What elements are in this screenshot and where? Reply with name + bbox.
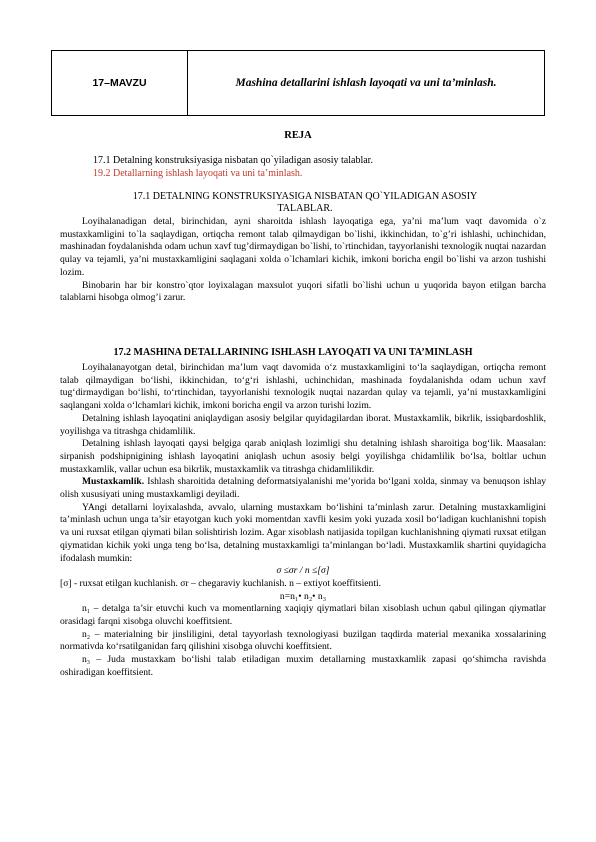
- topic-number: 17–MAVZU: [52, 51, 188, 116]
- strength-text: Ishlash sharoitida detalning deformatsiyalanishi me’yorida bo‘lgani xolda, sinmay va benuqson ishlay olish xususiyati uning mustaxkamligi deyiladi.: [60, 476, 546, 501]
- section2-paragraph: Detalning ishlash layoqati qaysi belgiga qarab aniqlash lozimligi shu detalning ishlash sharoitiga bog‘lik. Maasalan: sirpanish podshipnigining ishlash layoqatini aniqlash uchun asosiy belgi yoyilishga chidamlilik bo‘lsa, boltlar uchun mustaxkamlik, vallar uchun esa bikrlik, mustaxkamlik va titrashga chidamlilikdir.: [60, 438, 546, 475]
- section1-title: [60, 191, 550, 215]
- coefficient-n3: n₃ – Juda mustaxkam bo‘lishi talab etiladigan muxim detallarning mustaxkamlik zapasi qo‘shimcha ravishda oshiradigan koeffitsient.: [60, 654, 546, 678]
- section2-title: 17.2 MASHINA DETALLARINING ISHLASH LAYOQATI VA UNI TA’MINLASH: [113, 347, 473, 358]
- plan-item-2[interactable]: 19.2 Detallarning ishlash layoqati va uni ta’minlash.: [93, 168, 303, 179]
- plan-heading: REJA: [284, 130, 312, 141]
- section2-paragraph: Loyihalanayotgan detal, birinchidan ma’lum vaqt davomida o‘z mustaxkamligini to‘la saqlaydigan, ortiqcha remont talab qilmaydigan bo‘lishi, ikkinchidan, to‘g‘ri ishlashi, uchinchidan, mashinada foydalanishda odam uchun xavf tug‘dirmaydigan bo‘lishi, to‘rtinchidan, tayyorlanishi texnologik nuqtai nazardan qulay va tejamli, ya’ni mustaxkamligini saqlangani xolda o‘lchamlari kichik, imkoni boricha engil va arzon turishi lozim.: [60, 362, 546, 412]
- section1-title-line1: 17.1 DETALNING KONSTRUKSIYASIGA NISBATAN QO`YILADIGAN ASOSIY: [132, 191, 478, 202]
- plan-item-1[interactable]: 17.1 Detalning konstruksiyasiga nisbatan qo`yiladigan asosiy talablar.: [93, 155, 373, 166]
- formula-legend: [σ] - ruxsat etilgan kuchlanish. σr – chegaraviy kuchlanish. n – extiyot koeffitsienti.: [60, 577, 382, 589]
- design-paragraph: YAngi detallarni loyixalashda, avvalo, ularning mustaxkam bo‘lishini ta’minlash zarur. Detalning mustaxkamligini ta’minlash uchun unga ta’sir etayotgan kuch yoki momentdan xavfli kesim yoki yuzada xosil bo‘ladigan kuchlanishni topish va uni ruxsat etilgan qiymati bilan solishtirish lozim. Agar xisoblash natijasida topilgan kuchlanishning qiymati ruxsat etilgan qiymatidan kichik yoki unga teng bo‘lsa, detalning mustaxkamligi ta’minlangan bo‘ladi. Mustaxkamlik shartini quyidagicha ifodalash mumkin:: [60, 501, 546, 564]
- section1-paragraph: Binobarin har bir konstro`qtor loyixalagan maxsulot yuqori sifatli bo`lishi uchun u yuqorida bayon etilgan barcha talablarni hisobga olmog’i zarur.: [60, 279, 546, 304]
- section1-paragraph: Loyihalanadigan detal, birinchidan, ayni sharoitda ishlash layoqatiga ega, ya’ni ma’lum vaqt davomida o`z mustaxkamligini to`la saqlaydigan, ortiqcha remont talab qilmaydigan bo`lishi, ikkinchidan, to`g’ri ishlashi, uchinchidan, mashinadan foydalanishda odam uchun xavf tug’dirmaydigan bo`lishi, to`rtinchidan, tayyorlanishi texnologik nuqtai nazardan qulay va tejamli, ya’ni mustaxkamligini saqlagani xolda o`lchamlari kichik, imkoni boricha engil bo`lishi va arzon tushishi lozim.: [60, 216, 546, 278]
- topic-header-table: [51, 50, 545, 116]
- strength-formula: σ ≤σr / n ≤[σ]: [276, 565, 330, 577]
- coefficient-n1: n₁ – detalga ta’sir etuvchi kuch va momentlarning xaqiqiy qiymatlari bilan xisoblash uchun qabul qilingan qiymatlar orasidagi farqni xisobga oluvchi koeffitsient.: [60, 603, 546, 628]
- section2-body: [60, 362, 546, 680]
- section1-title-line2: TALABLAR.: [277, 203, 333, 214]
- strength-term: Mustaxkamlik.: [82, 476, 145, 488]
- strength-paragraph: [60, 476, 546, 501]
- safety-factor-formula: n=n₁• n₂• n₃: [279, 590, 327, 602]
- coefficient-n2: n₂ – materialning bir jinsliligini, detal tayyorlash texnologiyasi buzilgan taqdirda material mexanika xossalarining normativda ko‘rsatilganidan farq qilishini xisobga oluvchi koeffitsient.: [60, 628, 546, 653]
- topic-title: Mashina detallarini ishlash layoqati va uni ta’minlash.: [188, 51, 545, 116]
- section2-paragraph: Detalning ishlash layoqatini aniqlaydigan asosiy belgilar quyidagilardan iborat. Mustaxkamlik, bikrlik, issiqbardoshlik, yoyilishga va titrashga chidamlilik.: [60, 412, 546, 437]
- section1-body: [60, 216, 546, 305]
